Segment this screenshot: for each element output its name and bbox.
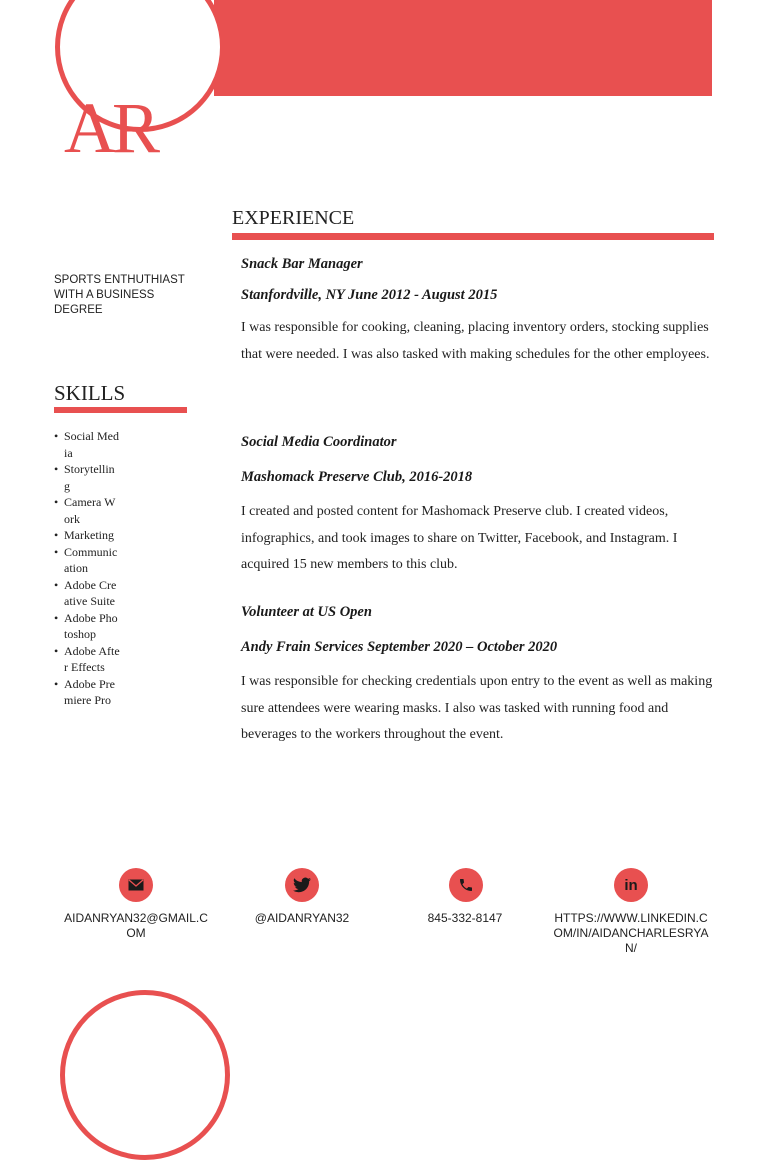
- skill-item: • Storytelling: [52, 461, 120, 494]
- job-org: Andy Frain Services September 2020 – October 2020: [241, 639, 558, 655]
- skills-divider: [54, 407, 187, 413]
- twitter-icon[interactable]: [285, 868, 319, 902]
- contact-twitter[interactable]: @AIDANRYAN32: [254, 911, 350, 925]
- phone-icon[interactable]: [449, 868, 483, 902]
- job-org: Stanfordville, NY June 2012 - August 2015: [241, 287, 498, 303]
- contact-phone[interactable]: 845-332-8147: [427, 911, 503, 925]
- skill-item: • Adobe Premiere Pro: [52, 676, 120, 709]
- experience-entry: [241, 433, 716, 579]
- skill-item: • Social Media: [52, 428, 120, 461]
- experience-entry: [241, 255, 716, 368]
- experience-divider: [232, 233, 714, 240]
- linkedin-icon[interactable]: in: [614, 868, 648, 902]
- skill-item: • Adobe Creative Suite: [52, 577, 120, 610]
- skills-heading: SKILLS: [54, 381, 126, 405]
- skill-item: • Marketing: [52, 527, 120, 544]
- monogram: AR: [64, 88, 157, 168]
- skill-item: • Communication: [52, 544, 120, 577]
- job-org: Mashomack Preserve Club, 2016-2018: [241, 469, 473, 485]
- skill-item: • Adobe After Effects: [52, 643, 120, 676]
- job-role: Social Media Coordinator: [241, 434, 397, 450]
- contact-linkedin[interactable]: HTTPS://WWW.LINKEDIN.COM/IN/AIDANCHARLESRYAN/: [553, 911, 709, 955]
- tagline: SPORTS ENTHUTHIAST WITH A BUSINESS DEGREE: [54, 274, 185, 316]
- footer-circle: [60, 990, 230, 1160]
- job-description: I created and posted content for Mashomack Preserve club. I created videos, infographics, and took images to share on Twitter, Facebook, and Instagram. I acquired 15 new members to this club.: [241, 504, 678, 572]
- job-description: I was responsible for checking credentials upon entry to the event as well as making sure attendees were wearing masks. I also was tasked with running food and beverages to the workers throughout the event.: [241, 674, 713, 742]
- contact-email[interactable]: AIDANRYAN32@GMAIL.COM: [64, 911, 208, 940]
- skill-item: • Camera Work: [52, 494, 120, 527]
- job-description: I was responsible for cooking, cleaning, placing inventory orders, stocking supplies that were needed. I was also tasked with making schedules for the other employees.: [241, 320, 710, 362]
- job-role: Snack Bar Manager: [241, 256, 363, 272]
- skill-item: • Adobe Photoshop: [52, 610, 120, 643]
- job-role: Volunteer at US Open: [241, 604, 372, 620]
- envelope-icon[interactable]: [119, 868, 153, 902]
- experience-entry: [241, 603, 716, 749]
- experience-heading: EXPERIENCE: [232, 207, 355, 229]
- header-accent-bar: [214, 0, 712, 96]
- skills-list: [52, 428, 132, 709]
